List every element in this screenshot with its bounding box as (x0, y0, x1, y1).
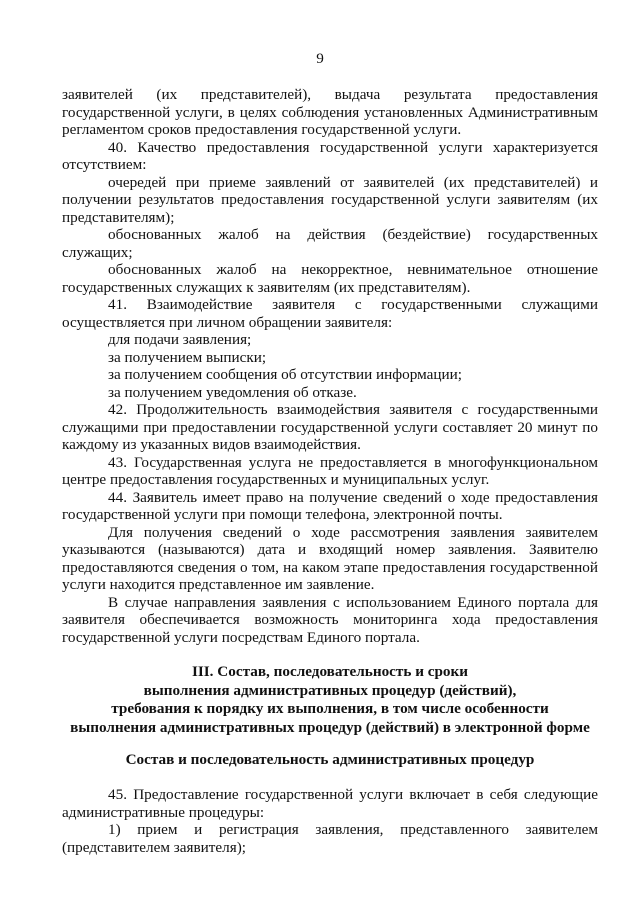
heading-line: требования к порядку их выполнения, в том числе особенности (111, 700, 549, 717)
text-line: служащими при предоставлении государственной услуги составляет 20 минут по (62, 418, 598, 436)
text-line: центре предоставления государственных и муниципальных услуг. (62, 471, 490, 488)
text-line: 42. Продолжительность взаимодействия заявителя с государственными (108, 401, 598, 418)
paragraph (62, 226, 598, 261)
text-line: служащих; (62, 243, 133, 261)
paragraph (62, 384, 598, 402)
heading-line: выполнения административных процедур (действий) в электронной форме (70, 718, 590, 736)
text-line: регламентом сроков предоставления государственной услуги. (62, 121, 462, 138)
text-line: государственной услуги при помощи телефона, электронной почты. (62, 506, 503, 523)
text-line: государственной услуги, в целях соблюдения установленных Административным (62, 103, 598, 121)
text-line: осуществляется при личном обращении заявителя: (62, 313, 393, 331)
text-line: 44. Заявитель имеет право на получение сведений о ходе предоставления (108, 488, 598, 506)
text-line: за получением уведомления об отказе. (108, 383, 357, 401)
text-line: 41. Взаимодействие заявителя с государственными служащими (108, 296, 598, 313)
body-text-top (62, 86, 598, 646)
text-line: обоснованных жалоб на действия (бездействие) государственных (108, 226, 598, 243)
text-line: заявителей (их представителей), выдача результата предоставления (62, 86, 598, 103)
paragraph (62, 174, 598, 227)
page-number: 9 (316, 50, 324, 67)
text-line: предоставляются сведения о том, на каком этапе предоставления государственной (62, 558, 598, 576)
text-line: отсутствием: (62, 156, 147, 173)
text-line: (представителем заявителя); (62, 838, 247, 856)
text-line: услуги находится представленное им заявление. (62, 576, 375, 593)
heading-line: III. Состав, последовательность и сроки (191, 663, 469, 680)
paragraph (62, 349, 598, 367)
paragraph (62, 454, 598, 489)
paragraph (62, 139, 598, 174)
paragraph (62, 489, 598, 524)
heading-line: Состав и последовательность административных процедур (125, 751, 535, 768)
text-line: за получением сообщения об отсутствии информации; (108, 366, 462, 383)
text-line: государственных служащих к заявителям (их представителям). (62, 278, 471, 296)
paragraph (62, 786, 598, 821)
text-line: для подачи заявления; (108, 331, 252, 348)
text-line: получении результатов предоставления государственной услуги заявителям (их (62, 191, 598, 208)
paragraph (62, 261, 598, 296)
text-line: за получением выписки; (108, 348, 267, 366)
paragraph (62, 401, 598, 454)
paragraph (62, 86, 598, 139)
paragraph (62, 524, 598, 594)
text-line: В случае направления заявления с использованием Единого портала для (108, 593, 598, 611)
text-line: государственной услуги посредствам Единого портала. (62, 628, 420, 646)
text-line: представителям); (62, 208, 175, 226)
text-line: очередей при приеме заявлений от заявителей (их представителей) и (108, 173, 598, 191)
text-line: заявителя обеспечивается возможность мониторинга хода предоставления (62, 611, 598, 628)
text-line: 43. Государственная услуга не предоставляется в многофункциональном (108, 453, 598, 471)
section-heading (40, 663, 620, 737)
paragraph (62, 331, 598, 349)
paragraph (62, 296, 598, 331)
text-line: каждому из указанных видов взаимодействия. (62, 436, 361, 453)
subsection-heading (40, 751, 620, 770)
body-text-bottom (62, 786, 598, 856)
text-line: административные процедуры: (62, 803, 265, 821)
text-line: обоснованных жалоб на некорректное, невнимательное отношение (108, 261, 598, 278)
paragraph (62, 821, 598, 856)
text-line: 45. Предоставление государственной услуги включает в себя следующие (108, 786, 598, 803)
text-line: указываются (называются) дата и входящий номер заявления. Заявителю (62, 541, 598, 558)
paragraph (62, 594, 598, 647)
text-line: 40. Качество предоставления государственной услуги характеризуется (108, 138, 598, 156)
text-line: Для получения сведений о ходе рассмотрения заявления заявителем (108, 523, 598, 541)
paragraph (62, 366, 598, 384)
heading-line: выполнения административных процедур (действий), (143, 681, 517, 699)
text-line: 1) прием и регистрация заявления, представленного заявителем (108, 821, 598, 838)
